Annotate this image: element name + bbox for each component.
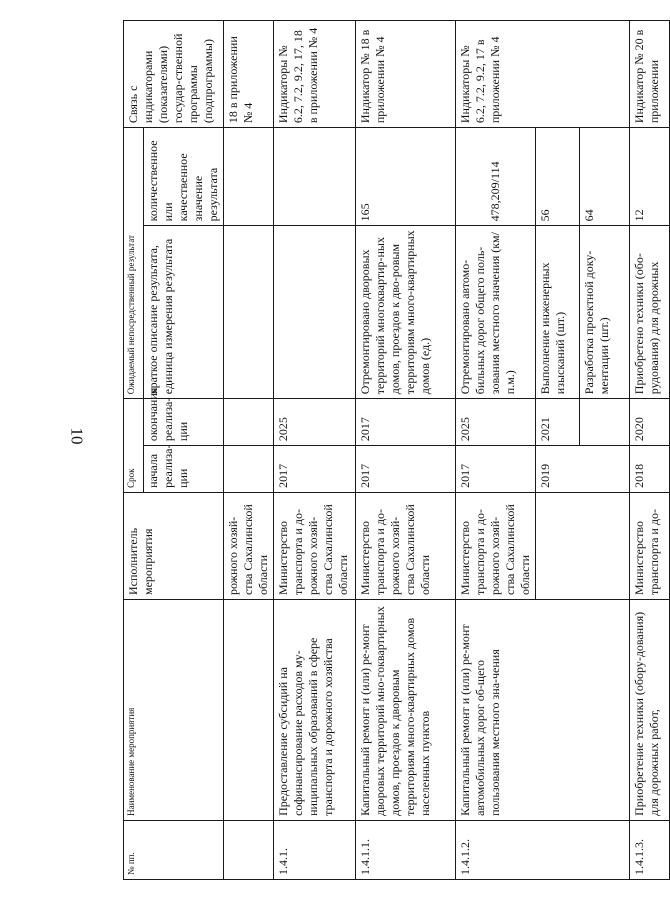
cell-start: 2017 <box>356 446 456 493</box>
header-term-start: начала реализа-ции <box>144 446 224 493</box>
table-row <box>456 21 536 880</box>
header-link: Связь с индикаторами (показателями) государ-ственной программы (подпрограммы) <box>124 21 224 128</box>
cell-num <box>224 820 274 879</box>
header-term-end: окончания реализа-ции <box>144 399 224 446</box>
cell-desc <box>224 226 274 399</box>
cell-value: 12 <box>630 128 670 226</box>
cell-name: Капитальный ремонт и (или) ре-монт автомобильных дорог об-щего пользования местного зна-чения <box>456 600 630 821</box>
cell-desc: Отремонтировано дворовых территорий многоквартир-ных домов, проездов к дво-ровым территориям много-квартирных домов (ед.) <box>356 226 456 399</box>
cell-name: Капитальный ремонт и (или) ре-монт дворовых территорий мно-гоквартирных домов, проездов к дворовым территориям много-квартирных домов населенных пунктов <box>356 600 456 821</box>
cell-link: 18 в приложении № 4 <box>224 21 274 128</box>
rotated-table-wrapper <box>123 20 661 880</box>
cell-end: 2021 <box>536 399 580 446</box>
table-row <box>356 21 456 880</box>
cell-desc: Разработка проектной доку-ментации (шт.) <box>580 226 630 399</box>
cell-value: 56 <box>536 128 580 226</box>
page-number: 10 <box>67 427 87 445</box>
cell-end: 2025 <box>456 399 536 446</box>
cell-num: 1.4.1. <box>274 820 356 879</box>
header-name: Наименование мероприятия <box>124 600 224 821</box>
cell-desc: Выполнение инженерных изысканий (шт.) <box>536 226 580 399</box>
cell-executor <box>536 492 630 599</box>
header-term: Срок <box>124 399 144 493</box>
cell-start: 2017 <box>274 446 356 493</box>
cell-end: 2017 <box>356 399 456 446</box>
cell-end: 2020 <box>630 399 670 446</box>
table-row <box>274 21 356 880</box>
cell-link: Индикаторы № 6.2, 7.2, 9.2, 17, 18 в приложении № 4 <box>274 21 356 128</box>
table-row <box>630 21 670 880</box>
activities-table <box>123 20 670 880</box>
cell-num: 1.4.1.2. <box>456 820 630 879</box>
table-row <box>224 21 274 880</box>
cell-link: Индикатор № 20 в приложении <box>630 21 670 128</box>
header-num: № пп. <box>124 820 224 879</box>
cell-num: 1.4.1.3. <box>630 820 670 879</box>
cell-value: 165 <box>356 128 456 226</box>
header-expected: Ожидаемый непосредственный результат <box>124 128 144 399</box>
cell-end <box>580 399 630 446</box>
cell-value: 478,209/114 <box>456 128 536 226</box>
cell-value <box>224 128 274 226</box>
cell-desc: Отремонтировано автомо-бильных дорог общего поль-зования местного значения (км/п.м.) <box>456 226 536 399</box>
cell-name: Предоставление субсидий на софинансирование расходов му-ниципальных образований в сфере транспорта и дорожного хозяйства <box>274 600 356 821</box>
cell-executor: Министерство транспорта и до-рожного хозяй-ства Сахалинской области <box>456 492 536 599</box>
cell-start: 2018 <box>630 446 670 493</box>
cell-start: 2019 <box>536 446 630 493</box>
cell-link: Индикаторы № 6.2, 7.2, 9.2, 17 в приложении № 4 <box>456 21 630 128</box>
cell-name: Приобретение техники (обору-дования) для дорожных работ, <box>630 600 670 821</box>
cell-name <box>224 600 274 821</box>
cell-link: Индикатор № 18 в приложении № 4 <box>356 21 456 128</box>
cell-start: 2017 <box>456 446 536 493</box>
cell-start <box>224 446 274 493</box>
cell-executor: Министерство транспорта и до- <box>630 492 670 599</box>
cell-desc: Приобретено техники (обо-рудования) для дорожных <box>630 226 670 399</box>
cell-desc <box>274 226 356 399</box>
cell-num: 1.4.1.1. <box>356 820 456 879</box>
header-expected-value: количественное или качественное значение результата <box>144 128 224 226</box>
cell-executor: рожного хозяй-ства Сахалинской области <box>224 492 274 599</box>
cell-end: 2025 <box>274 399 356 446</box>
cell-executor: Министерство транспорта и до-рожного хозяй-ства Сахалинской области <box>274 492 356 599</box>
cell-executor: Министерство транспорта и до-рожного хозяй-ства Сахалинской области <box>356 492 456 599</box>
header-expected-desc: краткое описание результата, единица измерения результата <box>144 226 224 399</box>
cell-value <box>274 128 356 226</box>
cell-value: 64 <box>580 128 630 226</box>
cell-end <box>224 399 274 446</box>
header-executor: Исполнитель мероприятия <box>124 492 224 599</box>
